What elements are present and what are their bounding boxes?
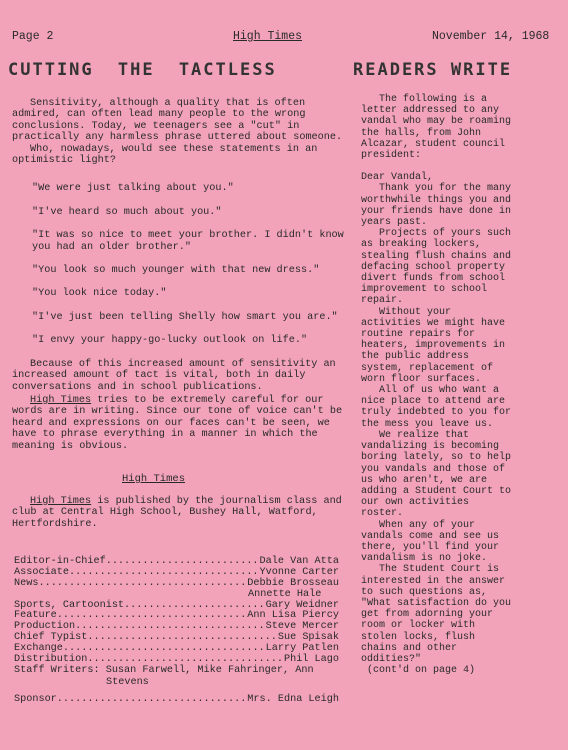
letters-column [361,94,517,676]
staff-name: Dale Van Atta [259,556,339,567]
leader-dots [106,557,260,568]
letter-paragraph: All of us who want a nice place to attend are truly indebted to you for the mess you leave us. [361,385,512,430]
staff-name: Mrs. Edna Leigh [247,693,339,705]
letter-paragraph: Without your activities we might have routine repairs for heaters, improvements in the public address system, replacement of worn floor surfaces. [361,306,506,385]
quote-4: "You look so much younger with that new dress." [32,265,320,277]
masthead-statement [12,496,348,530]
staff-name: Yvonne Carter [259,566,339,578]
article-heading: CUTTING THE TACTLESS [8,60,277,80]
letter-paragraph: When any of your vandals come and see us there, you'll find your vandalism is no joke. [361,519,500,565]
staff-role: News [14,577,39,589]
staff-name: Debbie Brosseau [247,577,339,589]
quote-6: "I've just been telling Shelly how smart you are." [32,311,338,323]
quote-3: "It was so nice to meet your brother. I didn't know you had an older brother." [32,230,344,253]
newspaper-title: High Times [233,30,303,43]
quote-2: "I've heard so much about you." [32,206,222,218]
letter-paragraph: Projects of yours such as breaking lockers, stealing flush chains and defacing school property divert funds from school improvement to school repair. [361,228,512,307]
paragraph-high-times [12,395,348,452]
leader-dots [124,601,266,612]
quote-1: "We were just talking about you." [32,183,234,195]
staff-role: Associate [14,566,70,578]
staff-role: Production [14,621,76,633]
letter-intro: The following is a letter addressed to any vandal who may be roaming the halls, from John Alcazar, student council president: [361,94,512,162]
article-column [12,98,348,452]
masthead-publication-name: High Times [30,496,92,507]
letter-paragraph: Thank you for the many worthwhile things you and your friends have done in years past. [361,183,512,229]
continued-note: (cont'd on page 4) [367,665,476,677]
staff-writers-continued: Stevens [106,676,149,688]
staff-name-continued: Annette Hale [248,588,322,600]
page-number: Page 2 [12,30,54,43]
staff-role: Sponsor [14,693,57,705]
quote-7: "I envy your happy-go-lucky outlook on life." [32,335,308,347]
staff-name: Sue Spisak [277,632,339,644]
article-intro: Sensitivity, although a quality that is often admired, can often lead many people to the wrong conclusions. Today, we teenagers see a "cut" in practically any harmless phrase uttered about someone. [12,98,343,144]
leader-dots [75,622,265,633]
staff-role: Distribution [14,654,88,666]
staff-name: Ann Lisa Piercy [247,610,339,622]
publication-name: High Times [30,394,92,406]
leader-dots [57,695,248,706]
letter-salutation: Dear Vandal, [361,172,434,184]
leader-dots [38,579,247,590]
staff-name: Gary Weidner [265,599,339,611]
staff-name: Phil Lago [283,654,339,666]
staff-role: Feature [14,610,57,622]
article-question: Who, nowadays, would see these statements in an optimistic light? [12,143,318,167]
staff-name: Steve Mercer [265,621,339,633]
leader-dots [87,633,277,644]
sponsor-row [14,695,339,706]
leader-dots [57,611,248,622]
leader-dots [63,644,266,655]
masthead-statement-text: is published by the journalism class and club at Central High School, Bushey Hall, Watford, Hertfordshire. [12,496,342,530]
paragraph-high-times-text: tries to be extremely careful for our words are in writing. Since our tone of voice can't be heard and expressions on our faces can't be seen, we have to phrase everything in a manner in which the meaning is obvious. [12,394,343,452]
staff-role: Chief Typist [14,632,88,644]
staff-role: Sports, Cartoonist [14,599,125,611]
staff-name: Larry Patlen [265,643,339,655]
paragraph-because: Because of this increased amount of sensitivity an increased amount of tact is vital, both in daily conversations and in school publications. [12,358,336,393]
staff-role: Exchange [14,643,63,655]
letters-heading: READERS WRITE [353,60,513,80]
letter-paragraph: The Student Court is interested in the answer to such questions as, "What satisfaction do you get from adorning your room or locker with stolen locks, flush chains and other oddities?" [361,564,512,665]
leader-dots [69,568,259,579]
quote-5: "You look nice today." [32,288,167,300]
staff-writers: Staff Writers: Susan Farwell, Mike Fahringer, Ann [14,664,314,676]
masthead-title: High Times [122,473,186,485]
letter-paragraph: We realize that vandalizing is becoming boring lately, so to help you vandals and those of us who aren't, we are adding a Student Court to our own activities roster. [361,429,512,520]
issue-date: November 14, 1968 [432,30,550,43]
staff-role: Editor-in-Chief [14,556,106,567]
staff-roster [14,557,339,706]
